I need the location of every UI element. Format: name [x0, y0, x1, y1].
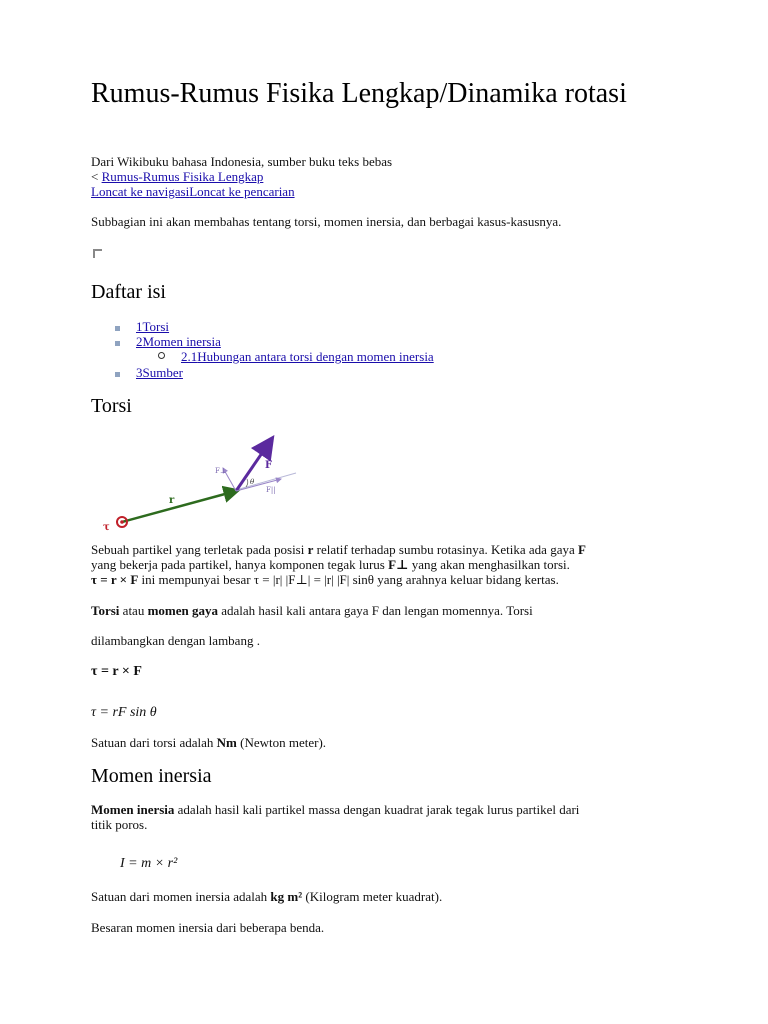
text: atau	[119, 603, 148, 618]
torque-diagram	[91, 430, 311, 540]
label-tau: τ	[103, 522, 110, 533]
text: adalah hasil kali antara gaya F dan lengan momennya. Torsi	[218, 603, 533, 618]
pivot-center	[120, 520, 124, 524]
text-bold: τ = r × F	[91, 572, 139, 587]
text: Satuan dari momen inersia adalah	[91, 889, 271, 904]
momen-paragraph-1	[91, 802, 681, 832]
momen-unit-paragraph	[91, 889, 681, 904]
toc-link[interactable]	[136, 319, 169, 334]
text: yang bekerja pada partikel, hanya komponen tegak lurus	[91, 557, 389, 572]
label-F: F	[265, 460, 273, 471]
toc-label: Hubungan antara torsi dengan momen inersia	[197, 349, 434, 364]
jump-to-navigation-link[interactable]: Loncat ke navigasi	[91, 184, 190, 199]
text: Sebuah partikel yang terletak pada posisi	[91, 542, 308, 557]
toc-num: 3	[136, 365, 143, 380]
bullet-icon	[115, 372, 120, 377]
toc-item-sumber[interactable]	[136, 365, 183, 380]
text-bold: kg m²	[270, 889, 303, 904]
text-bold: r	[307, 542, 314, 557]
torsi-paragraph-3: dilambangkan dengan lambang .	[91, 633, 260, 648]
text: (Newton meter).	[236, 735, 327, 750]
label-F-par: F||	[266, 486, 276, 494]
broken-image-icon	[93, 249, 102, 258]
label-r: r	[169, 495, 175, 506]
equation-moment-inertia: I = m × r²	[120, 856, 178, 871]
momen-paragraph-last: Besaran momen inersia dari beberapa benda.	[91, 920, 325, 935]
text: ini mempunyai besar τ = |r| |F⊥| = |r| |F| sinθ yang arahnya keluar bidang kertas.	[138, 572, 559, 587]
jump-to-search-link[interactable]: Loncat ke pencarian	[189, 184, 295, 199]
toc-num: 2.1	[181, 349, 198, 364]
equation-torque-scalar: τ = rF sin θ	[91, 705, 157, 720]
text: (Kilogram meter kuadrat).	[302, 889, 443, 904]
sub-bullet-icon	[158, 352, 165, 359]
toc-num: 1	[136, 319, 143, 334]
text: adalah hasil kali partikel massa dengan kuadrat jarak tegak lurus partikel dari	[174, 802, 580, 817]
text: Satuan dari torsi adalah	[91, 735, 217, 750]
toc-link[interactable]	[181, 349, 434, 364]
text: titik poros.	[91, 817, 148, 832]
torsi-paragraph-1	[91, 542, 681, 587]
breadcrumb-prefix: <	[91, 169, 102, 184]
intro-paragraph: Subbagian ini akan membahas tentang torsi, momen inersia, dan berbagai kasus-kasusnya.	[91, 214, 562, 229]
toc-item-torsi[interactable]	[136, 319, 169, 334]
toc-item-hubungan[interactable]	[181, 349, 434, 364]
breadcrumb	[91, 169, 263, 184]
jump-links	[91, 184, 295, 199]
text-bold: Momen inersia	[91, 802, 175, 817]
text-bold: F⊥	[388, 557, 409, 572]
toc-label: Sumber	[142, 365, 183, 380]
toc-num: 2	[136, 334, 143, 349]
toc-link[interactable]	[136, 365, 183, 380]
text: relatif terhadap sumbu rotasinya. Ketika ada gaya	[313, 542, 578, 557]
torsi-unit-paragraph	[91, 735, 681, 750]
equation-torque-vector: τ = r × F	[91, 664, 142, 679]
label-F-perp: F⊥	[215, 467, 227, 475]
torsi-paragraph-2	[91, 603, 681, 618]
bullet-icon	[115, 341, 120, 346]
text-bold: momen gaya	[147, 603, 218, 618]
text-bold: Nm	[216, 735, 237, 750]
toc-label: Torsi	[142, 319, 170, 334]
text-bold: Torsi	[91, 603, 120, 618]
bullet-icon	[115, 326, 120, 331]
page-title: Rumus-Rumus Fisika Lengkap/Dinamika rotasi	[91, 78, 627, 109]
text-bold: F	[577, 542, 586, 557]
text: yang akan menghasilkan torsi.	[408, 557, 570, 572]
r-vector-arrow	[122, 491, 236, 522]
toc-item-momen-inersia[interactable]	[136, 334, 221, 349]
label-theta: θ	[250, 478, 255, 486]
toc-link[interactable]	[136, 334, 221, 349]
torsi-heading: Torsi	[91, 395, 132, 417]
theta-arc	[246, 479, 248, 487]
momen-inersia-heading: Momen inersia	[91, 765, 212, 787]
toc-label: Momen inersia	[142, 334, 221, 349]
breadcrumb-link[interactable]: Rumus-Rumus Fisika Lengkap	[101, 169, 264, 184]
subtitle: Dari Wikibuku bahasa Indonesia, sumber buku teks bebas	[91, 154, 393, 169]
toc-heading: Daftar isi	[91, 281, 166, 303]
